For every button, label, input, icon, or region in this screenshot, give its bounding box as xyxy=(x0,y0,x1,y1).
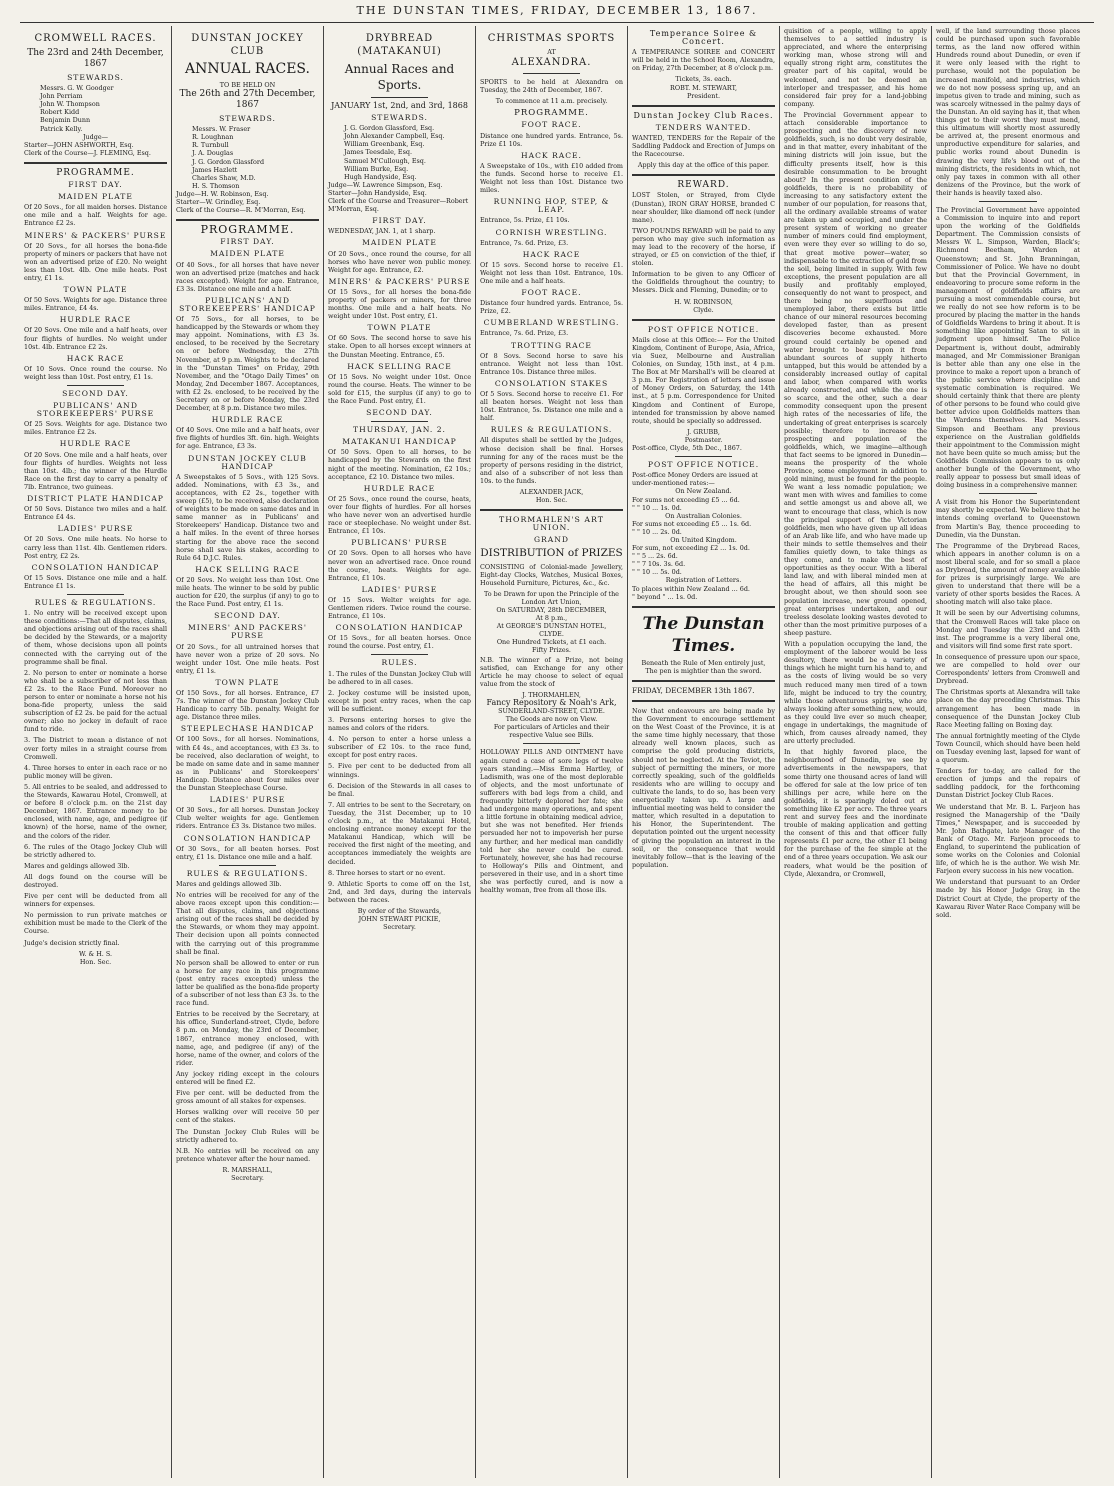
starter: Starter—JOHN ASHWORTH, Esq. xyxy=(24,140,134,149)
divider xyxy=(632,680,775,682)
first-day-heading: FIRST DAY. xyxy=(220,237,275,247)
tenders-title: TENDERS WANTED. xyxy=(655,122,752,132)
programme-heading: PROGRAMME. xyxy=(200,223,295,237)
steward: Samuel M'Cullough, Esq. xyxy=(344,156,426,165)
signature: ALEXANDER JACK, xyxy=(519,488,584,497)
race-name: MAIDEN PLATE xyxy=(58,192,133,202)
race-text: Of 20 Sovs. One mile and a half heats, over four flights of hurdles. No weight under 10st. 4lb. Entrance £2 2s. xyxy=(24,326,167,351)
steward: Robert Kidd xyxy=(40,108,80,117)
race-text: Of 25 Sovs., once round the course, heats, over four flights of hurdles. For all horses who have never won an advertised hurdle race or steeplechase. No weight under 8st. Entrance, £1 10s. xyxy=(328,494,471,536)
header-title: THE DUNSTAN TIMES, FRIDAY, DECEMBER 13, 1867. xyxy=(356,4,758,17)
rate-row: " " 10 ... 2s. 0d. xyxy=(632,527,682,536)
rules-heading: RULES & REGULATIONS. xyxy=(490,425,613,435)
race-name: HURDLE RACE xyxy=(363,483,436,493)
merchant-desc: Fancy Repository & Noah's Ark, xyxy=(486,698,617,707)
stewards-heading: STEWARDS. xyxy=(219,114,276,124)
race-text: Of 20 Sovs., for all maiden horses. Distance one mile and a half. Weights for age. Entrance £2 2s. xyxy=(24,203,167,228)
editorial-paragraph: The Provincial Government appear to attach considerable importance to prospecting and the discovery of new goldfields, such, is no doubt very desirable, and in that matter, every inhabitant of the mining districts will join issue, but the difficulty presents itself, how is this desirable consummation to be brought about? In the present condition of the goldfields, there is no probability of increasing to any satisfactory extent the number of our population, for reasons that, all the ordinary available streams of water are taken up and occupied, and under the present system of working no greater number of miners could find employment, even were they ever so willing to do so, that great motive power—water, so indispensable to the extraction of gold from the soil, being limited in supply. With few exceptions, the present population are all busily and profitably employed, consequently do not want to prospect, and there being no superfluous and unemployed labor, there exists but little chance of our mineral resources becoming developed faster, than as present discoveries become exhausted. More ground could certainly be opened and water brought to bear upon it from abundant sources of supply hitherto untapped, but this would be attended by a considerably increased outlay of capital and labor, when compared with works already constructed, and while the one is so scarce, and the other, such a dear commodity consequent upon the present high rates of the necessaries of life, the undertaking of great enterprises is scarcely possible; therefore to increase the prospecting and population of the goldfields, which, we imagine—although that fact seems to be ignored in Dunedin—means the prosperity of the whole Province, some employment in addition to gold mining, must be found for the people. We want a less nomadic population; we want men with wives and families to come and settle amongst us and above all, we want to encourage that class, which is now the principal support of the Victorian goldfields, men who have given up all ideas of an Arab like life, and who have made up their minds to settle themselves and their families quietly down, to take things as they come, and to make the best of opportunities as they occur. With a liberal land law, and with liberal minded men at the head of affairs, all this might be brought about, we then should soon see population increase, new ground opened, great enterprises undertaken, and our treeless desolate looking wastes devoted to other than the most primitive purposes of a sheep pasture. xyxy=(784,110,927,637)
masthead-motto: Beneath the Rule of Men entirely just, xyxy=(641,658,766,667)
page-columns xyxy=(20,26,1094,1478)
steward: J. A. Douglas xyxy=(192,149,234,158)
race-name: CONSOLATION HANDICAP xyxy=(335,623,464,633)
divider xyxy=(675,456,732,457)
soiree-text: A TEMPERANCE SOIREE and CONCERT will be held in the School Room, Alexandra, on Friday, 27th December, at 8 o'clock p.m. xyxy=(632,48,775,73)
race-text: Of 15 Sovs. No weight under 10st. Once round the course. Heats. The winner to be sold for £15, the surplus (if any) to go to the Race Fund. Post entry, £1. xyxy=(328,372,471,405)
race-name: LADIES' PURSE xyxy=(361,584,438,594)
race-name: DUNSTAN JOCKEY CLUB HANDICAP xyxy=(188,453,307,471)
steward: James Hazlett xyxy=(192,165,238,174)
steward: John W. Thompson xyxy=(40,100,100,109)
prizes: Fifty Prizes. xyxy=(532,646,571,655)
rule-item: No person shall be allowed to enter or run a horse for any race in this programme (post entry races excepted) unless the latter be qualified as the bona-fide property of a subscriber of not less than £3 3s. to the race fund. xyxy=(176,958,319,1008)
steward: R. Loughnan xyxy=(192,133,234,142)
news-paragraph: The Christmas sports at Alexandra will take place on the day preceding Christmas. This arrangement has been made in consequence of the Dunstan Jockey Club Race Meeting falling on Boxing day. xyxy=(936,688,1080,729)
draw-time: At 8 p.m., xyxy=(535,614,568,623)
rule-item: 7. All entries to be sent to the Secretary, on Tuesday, the 31st December, up to 10 o'clock p.m., at the Matakanui Hotel, enclosing entrance money except for the Matakanui Handicap, which will be received the first night of the meeting, and acceptances immediately the weights are decided. xyxy=(328,800,471,866)
rule-item: 5. Five per cent to be deducted from all winnings. xyxy=(328,762,471,779)
editorial-text: Now that endeavours are being made by the Government to encourage settlement on the West Coast of the Province, it is at the same time highly necessary, that those already well known places, such as comprise the gold producing districts, should not be neglected. At the Teviot, the subject of permitting the miners, or more correctly speaking, such of the goldfields residents who are willing to occupy and cultivate the lands, to do so, has been very energetically taken up. A large and influential meeting was held to consider the matter, which resulted in a deputation to his Honor, the Superintendent. The deputation pointed out the urgent necessity of giving the population an interest in the soil, or the consequence that would inevitably follow—that is the leaving of the population. xyxy=(632,707,775,869)
divider xyxy=(219,865,276,866)
event-name: HACK RACE xyxy=(522,249,581,259)
race-text: Of 20 Sovs. Open to all horses who have never won an advertised race. Once round the course, heats. Weights for age. Entrance, £1 10s. xyxy=(328,549,471,582)
post-notice-role: Postmaster. xyxy=(684,435,723,444)
reward-signature: H. W. ROBINSON, xyxy=(674,297,733,306)
rules-heading: RULES & REGULATIONS. xyxy=(34,597,157,607)
column-drybread-races xyxy=(324,26,476,1478)
race-text: Of 15 Sovs., for all horses the bona-fide property of packers or miners, for three months. One mile and a half heats. No weight under 10st. Post entry, £1. xyxy=(328,287,471,321)
tenders-text: WANTED, TENDERS for the Repair of the Saddling Paddock and Erection of Jumps on the Racecourse. xyxy=(632,133,775,159)
event-text: Entrance, 7s. 6d. Prize, £3. xyxy=(480,238,569,247)
ad-title: DRYBREAD (MATAKANUI) xyxy=(357,33,442,57)
editorial-dateline: FRIDAY, DECEMBER 13th 1867. xyxy=(632,685,755,695)
merchant: J. THORMAHLEN, xyxy=(522,690,581,699)
soiree-signature: ROBT. M. STEWART, xyxy=(670,83,737,92)
race-text: Of 20 Sovs., for all untrained horses that have never won a prize of 20 sovs. No weight under 10st. One mile heats. Post entry, £1 1s. xyxy=(176,642,319,675)
second-day-heading: SECOND DAY. xyxy=(366,408,433,418)
post-notice-title: POST OFFICE NOTICE. xyxy=(647,324,760,334)
steward: James Teesdale, Esq. xyxy=(344,148,412,157)
rate-row: " " 5 ... 2s. 6d. xyxy=(632,552,678,561)
signature-role: Secretary. xyxy=(231,1173,264,1182)
reward-info: Information to be given to any Officer of the Goldfields throughout the country; to Messrs. Dick and Fleming, Dunedin; or to xyxy=(632,270,775,295)
race-text: Of 60 Sovs. The second horse to save his stake. Open to all horses except winners at the Dunstan Meeting. Entrance, £5. xyxy=(328,334,471,359)
rate-row: " " 10 ... 5s. 0d. xyxy=(632,568,682,577)
event-name: HACK RACE. xyxy=(521,150,582,160)
race-name: MATAKANUI HANDICAP xyxy=(342,437,457,447)
rule-item: Five per cent. will be deducted from the gross amount of all stakes for expenses. xyxy=(176,1089,319,1106)
divider xyxy=(67,385,124,386)
rule-item: 5. All entries to be sealed, and addressed to the Stewards, Kawarau Hotel, Cromwell, at or before 8 o'clock p.m. on the 21st day December, 1867. Entrance money to be enclosed, with name, age, and pedigree (if known) of the horse, name of the owner, and the colors of the rider. xyxy=(24,782,167,840)
editorial-paragraph: quisition of a people, willing to apply themselves to a settled industry is appreciated, and where the enterprising working man, whose strong will and equally strong right arm, constitutes the greater part of his capital, would be welcomed, and not be deemed an interloper and trespasser, and his home considered fair prey for a land-jobbing company. xyxy=(784,27,927,108)
column-christmas-sports xyxy=(476,26,628,1478)
race-text: Of 15 Sovs., for all beaten horses. Once round the course. Post entry, £1. xyxy=(328,634,471,651)
race-name: PUBLICANS' AND STOREKEEPERS' HANDICAP xyxy=(179,295,316,313)
divider xyxy=(24,162,167,164)
judge: Judge— xyxy=(82,132,109,141)
race-text: Of 30 Sovs., for all beaten horses. Post entry, £1 1s. Distance one mile and a half. xyxy=(176,844,319,861)
commence: To commence at 11 a.m. precisely. xyxy=(495,97,608,106)
clerk: Clerk of the Course—R. M'Morran, Esq. xyxy=(176,206,306,215)
reward-amount: TWO POUNDS REWARD will be paid to any person who may give such information as may lead to the recovery of the horse, if strayed, or £5 on conviction of the thief, if stolen. xyxy=(632,226,775,268)
race-text: Of 20 Sovs. One mile heats. No horse to carry less than 11st. 4lb. Gentlemen riders. Post entry, £2 2s. xyxy=(24,535,167,560)
rule-item: 8. Three horses to start or no event. xyxy=(328,868,446,877)
steward: Messrs. W. Fraser xyxy=(192,125,251,134)
rule-item: Mares and geldings allowed 3lb. xyxy=(24,861,130,870)
race-name: PUBLICANS' PURSE xyxy=(351,538,448,548)
goods: The Goods are now on View. xyxy=(505,715,598,724)
rule-item: 2. Jockey costume will be insisted upon, except in post entry races, when the cap will be sufficient. xyxy=(328,688,471,713)
rule-item: 2. No person to enter or nominate a horse who shall be a subscriber of not less than £2 2s. to the Race Fund. Moreover no person to enter or nominate a horse not his bona-fide property, unless the said subscription of £2 2s. be paid for the actual owner; also no jockey in default of race fund to ride. xyxy=(24,668,167,734)
column-notices-editorial xyxy=(628,26,780,1478)
divider xyxy=(632,174,775,176)
race-text: A Sweepstakes of 5 Sovs., with 125 Sovs. added. Nominations, with £3 3s., and acceptances, with £2 2s., together with sweep (£5), to be received, also declaration of weights to be made on same dates and in same manner as in Publicans' and Storekeepers' Handicap. Distance two and a half miles. In the event of three horses starting for the above race the second horse shall save his stakes, according to Rule 64 D.J.C. Rules. xyxy=(176,472,319,562)
race-name: CONSOLATION HANDICAP xyxy=(183,833,312,843)
event-text: Distance one hundred yards. Entrance, 5s. Prize £1 10s. xyxy=(480,131,623,148)
divider xyxy=(632,606,775,608)
distribution-heading: DISTRIBUTION of PRIZES xyxy=(480,546,623,559)
reward-title: REWARD. xyxy=(677,180,730,191)
draw-town: CLYDE. xyxy=(539,630,564,639)
post-notice-signature: J. GRUBB, xyxy=(687,427,720,436)
news-paragraph: well, if the land surrounding those places could be purchased upon such favorable terms, as the land now offered within Hundreds round about Dunedin, or even if it were only leased with the right to purchase, would not the population be increased manifold, and industries, which we do not now possess spring up, and an impetus given to trade and mining, such as was scarcely witnessed in the palmy days of the Dunstan. An old saying has it, that when things get to their worst they must mend, this ultimatum will shortly most assuredly be arrived at, the present enormous and unproductive expenditure for salaries, and public works round about Dunedin is drawing the very life's blood out of the mining districts, the residents in which, not only pay taxes in common with all other denizens of the Province, but the work of their hands is heavily taxed also. xyxy=(936,27,1080,197)
rule-item: 6. The rules of the Otago Jockey Club will be strictly adhered to. xyxy=(24,842,167,859)
news-paragraph: A visit from his Honor the Superintendent may shortly be expected. We believe that he intends coming overland to Queenstown from Martin's Bay, thence proceeding to Dunedin, via the Dunstan. xyxy=(936,498,1080,539)
ad-dates: The 23rd and 24th December, 1867 xyxy=(27,48,164,69)
race-name: HACK SELLING RACE xyxy=(195,564,300,574)
rule-item: Mares and geldings allowed 3lb. xyxy=(176,879,282,888)
ad-dates: JANUARY 1st, 2nd, and 3rd, 1868 xyxy=(331,101,468,110)
starter: Starter—John Handyside, Esq. xyxy=(328,188,427,197)
race-name: HURDLE RACE xyxy=(59,315,132,325)
divider xyxy=(67,594,124,595)
art-union-title: THORMAHLEN'S ART UNION. xyxy=(499,515,604,533)
soiree-title: Temperance Soiree & Concert. xyxy=(649,29,758,47)
rule-item: 9. Athletic Sports to come off on the 1st, 2nd, and 3rd days, during the intervals between the races. xyxy=(328,879,471,904)
race-name: TOWN PLATE xyxy=(215,677,280,687)
signature-role: Hon. Sec. xyxy=(535,496,568,505)
steward: William Burke, Esq. xyxy=(344,164,409,173)
race-name: MAIDEN PLATE xyxy=(210,249,285,259)
newspaper-masthead: The Dunstan Times. xyxy=(642,613,765,656)
column-cromwell-races xyxy=(20,26,172,1478)
rule-item: Horses walking over will receive 50 per cent of the stakes. xyxy=(176,1108,319,1125)
steward: J. G. Gordon Glassford xyxy=(192,157,265,166)
race-name: HACK SELLING RACE xyxy=(347,361,452,371)
rules-heading: RULES. xyxy=(381,658,418,668)
starter: Starter—W. Grindley, Esq. xyxy=(176,198,261,207)
race-text: Of 30 Sovs., for all horses. Dunstan Jockey Club welter weights for age. Gentlemen riders. Entrance £3 3s. Distance two miles. xyxy=(176,806,319,831)
steward: Patrick Kelly. xyxy=(40,124,83,133)
divider xyxy=(371,97,428,98)
rate-row: For sums not exceeding £5 ... 1s. 6d. xyxy=(632,519,752,528)
rules-heading: RULES & REGULATIONS. xyxy=(186,868,309,878)
held-on: TO BE HELD ON xyxy=(219,81,276,89)
editorial-paragraph: With a population occupying the land, the employment of the laborer would be less desultory, there would be a variety of things which he might turn his hand to, and as the costs of living would be so very much reduced many men tired of a town life, might be induced to try the country, while those adventurous spirits, who are always looking after something new, would, as they could live ever so much cheaper, engage in undertakings, the magnitude of which, from causes already named, they are utterly precluded. xyxy=(784,640,927,746)
news-paragraph: In consequence of pressure upon our space, we are compelled to hold over our Correspondents' letters from Cromwell and Drybread. xyxy=(936,652,1080,686)
ad-title: CHRISTMAS SPORTS xyxy=(487,33,616,44)
intro: SPORTS to be held at Alexandra on Tuesday, the 24th of December, 1867. xyxy=(480,78,623,95)
divider xyxy=(523,743,580,744)
soiree-tickets: Tickets, 3s. each. xyxy=(675,75,732,84)
race-name: TOWN PLATE xyxy=(63,285,128,295)
rates-heading: On New Zealand. xyxy=(675,487,732,496)
rule-item: The Dunstan Jockey Club Rules will be strictly adhered to. xyxy=(176,1127,319,1144)
judge: Judge—H. W. Robinson, Esq. xyxy=(176,189,269,198)
ad-subtitle: Annual Races and Sports. xyxy=(344,62,455,92)
event-text: Of 8 Sovs. Second horse to save his entrance. Weight not less than 10st. Entrance 10s. Distance three miles. xyxy=(480,351,623,376)
race-name: STEEPLECHASE HANDICAP xyxy=(180,724,315,734)
steward: William Greenbank, Esq. xyxy=(344,140,425,149)
second-day-time: THURSDAY, JAN. 2. xyxy=(353,425,446,435)
divider xyxy=(480,509,623,511)
rule-item: 4. No person to enter a horse unless a subscriber of £2 10s. to the race fund, except for post entry races. xyxy=(328,735,471,760)
column-editorial-continued xyxy=(780,26,932,1478)
signature: W. & H. S. xyxy=(78,949,113,958)
clerk: Clerk of the Course—J. FLEMING, Esq. xyxy=(24,148,151,157)
steward: Hugh Handyside, Esq. xyxy=(344,172,417,181)
ad-at: AT xyxy=(547,48,556,56)
steward: Benjamin Dunn xyxy=(40,116,91,125)
news-paragraph: It will be seen by our Advertising columns, that the Cromwell Races will take place on Monday and Tuesday the 23rd and 24th inst. The programme is a very liberal one, and visitors will find some first rate sport. xyxy=(936,609,1080,650)
event-name: FOOT RACE. xyxy=(521,120,582,130)
rules-text: All disputes shall be settled by the Judges, whose decision shall be final. Horses running for any of the races must be the property of persons residing in the district, and also of a subscriber of not less than 10s. to the funds. xyxy=(480,436,623,485)
grand: GRAND xyxy=(533,535,569,545)
rates-heading: On United Kingdom. xyxy=(670,535,737,544)
steward: H. S. Thomson xyxy=(192,181,240,190)
drawn: To be Drawn for upon the Principle of the London Art Union, xyxy=(484,589,619,606)
race-name: MINERS' AND PACKERS' PURSE xyxy=(188,623,307,641)
consisting: CONSISTING of Colonial-made Jewellery, Eight-day Clocks, Watches, Musical Boxes, Household Furniture, Pictures, &c., &c. xyxy=(480,562,623,587)
race-text: Of 10 Sovs. Once round the course. No weight less than 10st. Post entry, £1 1s. xyxy=(24,364,167,381)
divider xyxy=(979,201,1037,202)
stewards-heading: STEWARDS. xyxy=(371,113,428,123)
event-name: CUMBERLAND WRESTLING. xyxy=(483,318,620,328)
race-name: CONSOLATION HANDICAP xyxy=(31,562,160,572)
rule-item: All dogs found on the course will be destroyed. xyxy=(24,872,167,889)
rule-item: 6. Decision of the Stewards in all cases to be final. xyxy=(328,781,471,798)
steward: Messrs. G. W. Goodger xyxy=(40,84,114,93)
race-text: Of 50 Sovs. Distance two miles and a half. Entrance £4 4s. xyxy=(24,505,167,522)
signature: JOHN STEWART PICKIE, xyxy=(358,915,441,924)
newspaper-header xyxy=(20,0,1094,23)
rates-heading: Registration of Letters. xyxy=(665,576,742,585)
race-name: MINERS' & PACKERS' PURSE xyxy=(24,230,167,240)
divider xyxy=(979,493,1037,494)
event-text: Entrance, 5s. Prize, £1 10s. xyxy=(480,216,570,225)
rule-item: No permission to run private matches or exhibition must be made to the Clerk of the Course. xyxy=(24,911,167,936)
nb-text: N.B. The winner of a Prize, not being satisfied, can Exchange for any other Article he may choose to select of equal value from the stock of xyxy=(480,655,623,688)
race-name: MINERS' & PACKERS' PURSE xyxy=(328,276,471,286)
race-name: HURDLE RACE xyxy=(211,415,284,425)
first-day-heading: FIRST DAY. xyxy=(68,180,123,190)
column-dunstan-jockey-club xyxy=(172,26,324,1478)
race-text: Of 20 Sovs., for all horses the bona-fide property of miners or packers that have not won an advertised prize of £20. No weight less than 10st. 4lb. One mile heats. Post entry, £1 1s. xyxy=(24,241,167,282)
race-name: HACK RACE xyxy=(66,353,125,363)
ad-title: DUNSTAN JOCKEY CLUB xyxy=(191,33,304,57)
race-text: Of 15 Sovs. Welter weights for age. Gentlemen riders. Twice round the course. Entrance, £1 10s. xyxy=(328,595,471,621)
programme-heading: PROGRAMME. xyxy=(56,167,135,178)
tenders-apply: Apply this day at the office of this paper. xyxy=(637,161,770,170)
event-text: Entrance, 7s. 6d. Prize, £3. xyxy=(480,329,569,338)
judge: Judge—W. Lawrence Simpson, Esq. xyxy=(328,180,443,189)
soiree-role: President. xyxy=(686,91,721,100)
signature-role: Secretary. xyxy=(383,923,416,932)
event-name: RUNNING HOP, STEP, & LEAP. xyxy=(493,197,610,215)
race-name: LADIES' PURSE xyxy=(209,795,286,805)
race-name: PUBLICANS' AND STOREKEEPERS' PURSE xyxy=(36,401,155,419)
particulars: For particulars of Articles and their respective Value see Bills. xyxy=(493,723,610,740)
rule-item: No entries will be received for any of the above races except upon this condition:—That all disputes, claims, and objections arising out of the races shall be decided by the Stewards, or whom they may appoint. Their decision upon all points connected with the carrying out of this programme shall be final. xyxy=(176,890,319,956)
steward: J. G. Gordon Glassford, Esq. xyxy=(344,124,435,133)
post-notice-text: Mails close at this Office:— For the United Kingdom, Continent of Europe, Asia, Africa, via Suez, Melbourne and Australian Colonies, on Sunday, 15th inst., at 4 p.m. The Box at Mr Marshall's will be cleared at 3 p.m. For Registration of letters and issue of Money Orders, on Saturday, the 14th inst., at 5 p.m. Correspondence for United Kingdom and Continent of Europe, intended for transmission by above named route, should be specially so addressed. xyxy=(632,335,775,425)
signature-role: Hon. Sec. xyxy=(79,957,112,966)
race-text: Of 20 Sovs. No weight less than 10st. One mile heats. The winner to be sold by public auction for £20, the surplus (if any) to go to the Race Fund. Post entry, £1 1s. xyxy=(176,575,319,609)
programme-heading: PROGRAMME. xyxy=(514,108,589,119)
divider xyxy=(523,73,580,74)
race-text: Of 100 Sovs., for all horses. Nominations, with £4 4s., and acceptances, with £3 3s. to be received, also declaration of weight, to be made on same date and in same manner as in Publicans' and Storekeepers' Handicap. Distance about four miles over the Dunstan Steeplechase Course. xyxy=(176,735,319,793)
news-paragraph: We understand that Mr. B. L. Farjeon has resigned the Managership of the "Daily Times," Newspaper, and is succeeded by Mr. John Bathgate, late Manager of the Bank of Otago. Mr. Farjeon proceeds to England, to superintend the publication of some works on the Colonies and Colonial life, of which he is the author. We wish Mr. Farjeon every success in his new vocation. xyxy=(936,802,1080,876)
rate-row: To places within New Zealand ... 6d. xyxy=(632,584,750,593)
rule-item: N.B. No entries will be received on any pretence whatever after the hour named. xyxy=(176,1146,319,1163)
ad-dates: The 26th and 27th December, 1867 xyxy=(179,89,316,111)
post-notice-intro: Post-office Money Orders are issued at under-mentioned rates:— xyxy=(632,471,758,488)
draw-date: On SATURDAY, 28th DECEMBER, xyxy=(496,605,607,614)
post-notice-place: Post-office, Clyde, 5th Dec., 1867. xyxy=(632,444,742,453)
event-text: Of 5 Sovs. Second horse to receive £1. For all beaten horses. Weight not less than 10st. Entrance, 5s. Distance one mile and a half. xyxy=(480,390,623,423)
race-name: HURDLE RACE xyxy=(59,439,132,449)
news-paragraph: Tenders for to-day, are called for the erection of jumps and the repairs of saddling paddock, for the forthcoming Dunstan District Jockey Club Races. xyxy=(936,767,1080,800)
steward: R. Turnbull xyxy=(192,141,229,150)
by-order: By order of the Stewards, xyxy=(357,906,442,915)
race-text: Of 40 Sovs., for all horses that have never won an advertised prize (matches and hack races excepted). Weight for age. Entrance, £3 3s. Distance one mile and a half. xyxy=(176,260,319,293)
rule-item: 1. The rules of the Dunstan Jockey Club will be adhered to in all cases. xyxy=(328,669,471,686)
race-text: Of 25 Sovs. Weights for age. Distance two miles. Entrance £2 2s. xyxy=(24,420,167,437)
rate-row: " " 10 ... 1s. 0d. xyxy=(632,503,682,512)
rule-item: 3. The District to mean a distance of not over forty miles in a straight course from Cromwell. xyxy=(24,736,167,761)
event-text: Distance four hundred yards. Entrance, 5s. Prize, £2. xyxy=(480,299,623,316)
divider xyxy=(176,219,319,221)
race-name: TOWN PLATE xyxy=(367,323,432,333)
rate-row: For sum, not exceeding £2 ... 1s. 0d. xyxy=(632,544,750,553)
news-paragraph: The Programme of the Drybread Races, which appears in another column is on a most liberal scale, and for so small a place as Drybread, the amount of money available for prizes is surprisingly large. We are given to understand that there will be a variety of other sports besides the Races. A shooting match will also take place. xyxy=(936,541,1080,607)
race-text: Of 20 Sovs., once round the course, for all horses who have never won public money. Weight for age. Entrance, £2. xyxy=(328,249,471,274)
steward: John Perriam xyxy=(40,92,83,101)
merchant-addr: SUNDERLAND-STREET, CLYDE. xyxy=(498,707,605,716)
first-day-heading: FIRST DAY. xyxy=(372,216,427,226)
holloway-ad: HOLLOWAY PILLS AND OINTMENT have again cured a case of sore legs of twelve years standing.—Miss Emma Hartley, of Ladismith, was one of the most deplorable of objects, and the most unfortunate of sufferers with bad legs from a child, and frequently bitterly deplored her fate; she had undergone many operations, and spent a little fortune in obtaining medical advice, but she was not benefited. Her friends persuaded her not to impoverish her purse any further, and her medical man candidly told her she never could be cured. Fortunately, however, she has had recourse to Holloway's Pills and Ointment, and persevered in their use, and in a short time she was perfectly cured, and is now a healthy woman, free from all those ills. xyxy=(480,748,623,895)
clerk: Clerk of the Course and Treasurer—Robert M'Morran, Esq. xyxy=(328,197,469,214)
column-local-news xyxy=(932,26,1084,1478)
news-paragraph: We understand that pursuant to an Order made by his Honor Judge Gray, in the District Court at Clyde, the property of the Kawarau River Water Race Company will be sold. xyxy=(936,878,1080,919)
race-text: Of 75 Sovs., for all horses, to be handicapped by the Stewards or whom they may appoint. Nominations, with £3 3s. enclosed, to be received by the Secretary on or before Wednesday, the 27th November, at 9 p.m. Weights to be declared in the "Dunstan Times" on Friday, 29th November, and the "Otago Daily Times" on Monday, 2nd December 1867. Acceptances, with £2 2s. enclosed, to be received by the Secretary on or before Monday, the 23rd December, at 8 p.m. Distance two miles. xyxy=(176,315,319,413)
first-day-time: WEDNESDAY, JAN. 1, at 1 sharp. xyxy=(328,227,436,236)
rule-item: Any jockey riding except in the colours entered will be fined £2. xyxy=(176,1069,319,1087)
news-paragraph: The annual fortnightly meeting of the Clyde Town Council, which should have been held on Tuesday evening last, lapsed for want of a quorum. xyxy=(936,731,1080,765)
rate-row: " beyond " ... 1s. 0d. xyxy=(632,592,698,601)
event-text: A Sweepstake of 10s., with £10 added from the funds. Second horse to receive £1. Weight not less than 10st. Distance two miles. xyxy=(480,161,623,195)
rule-item: 1. No entry will be received except upon these conditions:—That all disputes, claims, and objections arising out of the races shall be decided by the Stewards, or a majority of them, whose decisions upon all points connected with the carrying out of the programme shall be final. xyxy=(24,609,167,666)
news-paragraph: The Provincial Government have appointed a Commission to inquire into and report upon the working of the Goldfields Department. The Commission consists of Messrs W. L. Simpson, Warden, Black's; Richmond Beetham, Warden at Queenstown; and St. John Branningan, Commissioner of Police. We have no doubt but that the Provincial Government, in endeavoring to procure some reform in the management of goldfields affairs are pursuing a most commendable course, but we really do not see how reform is to be procured by placing the matter in the hands of Goldfields Wardens to bring it about. It is something like appointing Satan to sit in judgment upon himself. The Police Department is, without doubt, admirably managed, and Mr Commissioner Branigan is better able than any one else in the province to make a report upon a branch of the public service where discipline and systematic combination is required. We should certainly think that there are plenty of other persons to be found who could give better advice upon Goldfields matters than the Wardens themselves. Had Messrs. Simpson and Beetham any previous experience on the Australian goldfields their appointment to the Commission might not have been quite so much amiss; but the Goldfields Commission appears to us only another bungle of the Government, who really appear to possess but small ideas of doing business in a comprehensive manner. xyxy=(936,205,1080,490)
race-text: Of 150 Sovs., for all horses. Entrance, £7 7s. The winner of the Dunstan Jockey Club Handicap to carry 5lb. penalty. Weight for age. Distance three miles. xyxy=(176,689,319,722)
tickets: One Hundred Tickets, at £1 each. xyxy=(496,638,607,647)
rates-heading: On Australian Colonies. xyxy=(665,511,742,520)
rule-item: Five per cent will be deducted from all winners for expenses. xyxy=(24,892,167,909)
steward: John Alexander Campbell, Esq. xyxy=(344,132,445,141)
race-name: MAIDEN PLATE xyxy=(362,238,437,248)
divider xyxy=(632,700,775,702)
masthead-motto: The pen is mightier than the sword. xyxy=(645,666,762,675)
ad-place: ALEXANDRA. xyxy=(511,57,592,69)
rule-item: Judge's decision strictly final. xyxy=(24,938,120,947)
second-day-heading: SECOND DAY. xyxy=(62,389,129,398)
event-text: Of 15 sovs. Second horse to receive £1. Weight not less than 10st. Entrance, 10s. One mile and a half heats. xyxy=(480,260,623,285)
rule-item: 4. Three horses to enter in each race or no public money will be given. xyxy=(24,763,167,780)
race-name: LADIES' PURSE xyxy=(57,524,134,534)
second-day-heading: SECOND DAY. xyxy=(214,611,281,621)
divider xyxy=(632,319,775,321)
post-notice-title: POST OFFICE NOTICE. xyxy=(647,460,760,470)
stewards-heading: STEWARDS. xyxy=(67,73,124,82)
race-name: DISTRICT PLATE HANDICAP xyxy=(27,494,164,504)
event-name: FOOT RACE. xyxy=(521,288,582,298)
reward-town: Clyde. xyxy=(693,305,714,314)
event-name: TROTTING RACE xyxy=(511,340,592,350)
editorial-paragraph: In that highly favored place, the neighbourhood of Dunedin, we see by advertisements in the newspapers, that some thirty one thousand acres of land will be offered for sale at the low price of ten shillings per acre, while here on the goldfields, it is sparingly doled out at something like £2 per acre. The three years rent and survey fees and the inordinate trouble of making application and getting the consent of this and that officer fully represents £1 per acre, the other £1 being for the purchase of the fee simple at the end of a three years occupation. We ask our readers, what would be the position of Clyde, Alexandra, or Cromwell, xyxy=(784,748,927,878)
rule-item: 3. Persons entering horses to give the names and colors of the riders. xyxy=(328,716,471,733)
djc-title: Dunstan Jockey Club Races. xyxy=(633,110,774,120)
race-text: Of 15 Sovs. Distance one mile and a half. Entrance £1 1s. xyxy=(24,573,167,590)
race-text: Of 50 Sovs. Open to all horses, to be handicapped by the Stewards on the first night of the meeting. Nomination, £2 10s.; acceptance, £2 10. Distance two miles. xyxy=(328,448,471,481)
steward: Charles Shaw, M.D. xyxy=(192,173,256,182)
draw-place: At GEORGE'S DUNSTAN HOTEL, xyxy=(496,622,607,631)
divider xyxy=(371,654,428,655)
signature: R. MARSHALL, xyxy=(222,1165,273,1174)
race-text: Of 50 Sovs. Weights for age. Distance three miles. Entrance, £4 4s. xyxy=(24,296,167,313)
race-text: Of 40 Sovs. One mile and a half heats, over five flights of hurdles 3ft. 6in. high. Weights for age. Entrance, £3 3s. xyxy=(176,426,319,451)
rate-row: " " 7 10s. 3s. 6d. xyxy=(632,560,686,569)
divider xyxy=(632,105,775,107)
reward-text: LOST Stolen, or Strayed, from Clyde (Dunstan), IRON GRAY HORSE, branded C near shoulder, like diamond off neck (under mane). xyxy=(632,191,775,224)
rate-row: For sums not exceeding £5 ... 6d. xyxy=(632,495,740,504)
ad-subtitle: ANNUAL RACES. xyxy=(185,61,310,77)
event-name: CONSOLATION STAKES xyxy=(494,378,609,388)
divider xyxy=(371,421,428,422)
race-text: Of 20 Sovs. One mile and a half heats, over four flights of hurdles. Weights not less than 10st. 4lb.; the winner of the Hurdle Race on the first day to carry a penalty of 7lb. Entrance, two guineas. xyxy=(24,450,167,491)
rule-item: Entries to be received by the Secretary, at his office, Sunderland-street, Clyde, before 8 p.m. on Monday, the 23rd of December, 1867, entrance money enclosed, with name, age, and pedigree (if any) of the horse, name of the owner, and colors of the rider. xyxy=(176,1010,319,1067)
event-name: CORNISH WRESTLING. xyxy=(495,227,608,237)
ad-title: CROMWELL RACES. xyxy=(34,33,157,44)
